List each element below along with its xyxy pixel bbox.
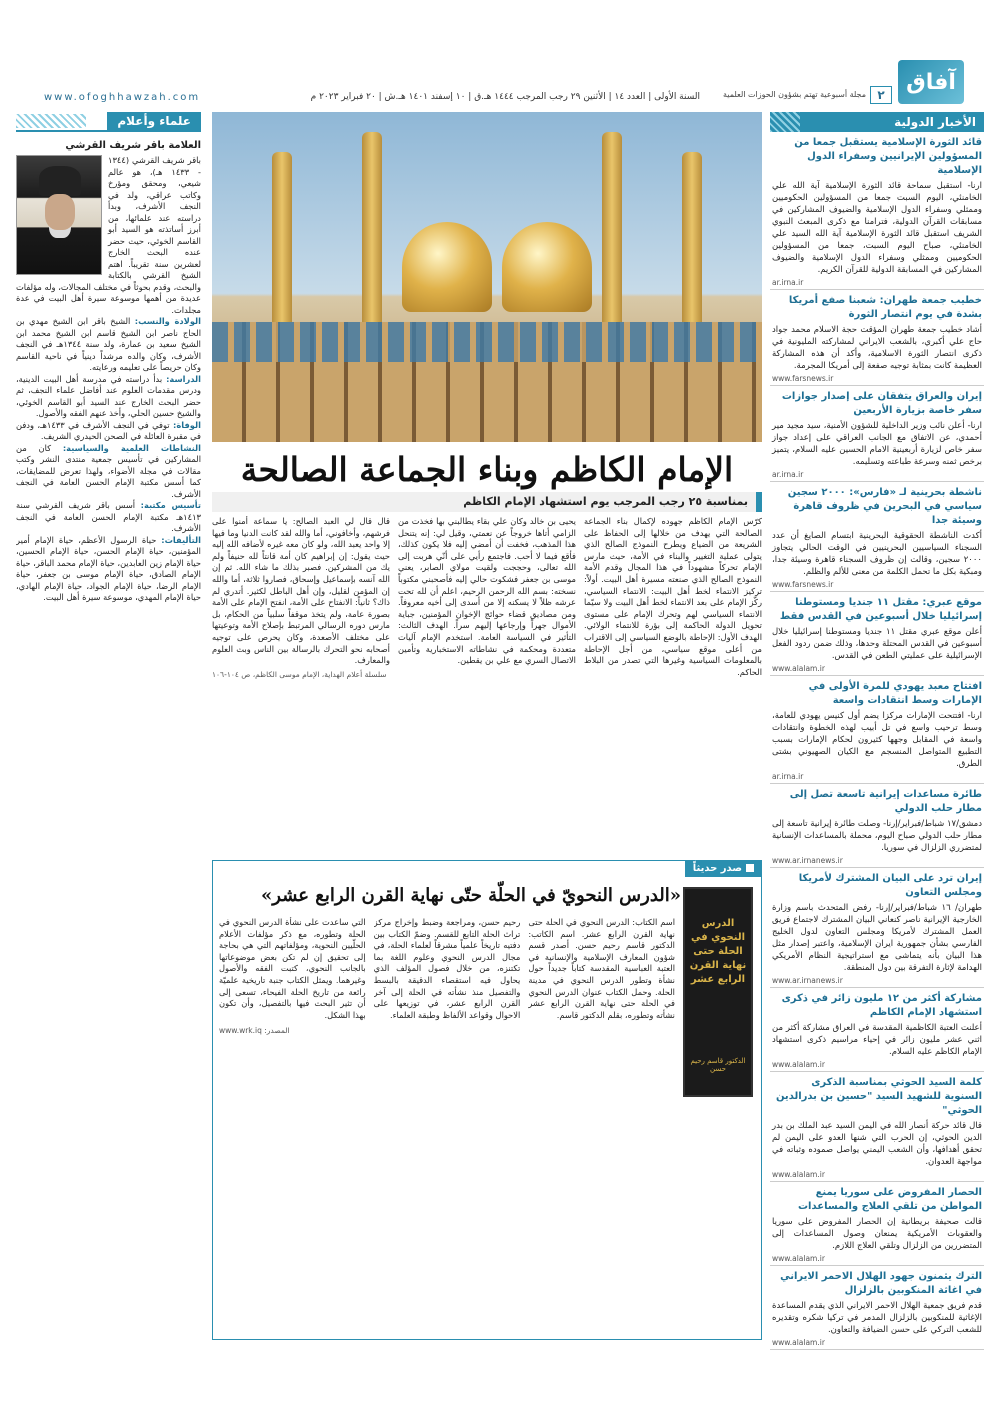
news-body: أكدت الناشطة الحقوقية البحرينية ابتسام الصايغ أن عدد السجناء السياسيين البحرينيين في الوقت الحالي يتجاوز ٢٠٠٠ سجين، وقالت إن ظروف السجناء قاهرة وسيئة جدا، ومبكية بكل ما تحمل الكلمة من معنى للألم والظلم. <box>772 531 982 577</box>
news-body: أعلنت العتبة الكاظمية المقدسة في العراق مشاركة أكثر من اثني عشر مليون زائر في إحياء مراسيم ذكرى استشهاد الإمام الكاظم عليه السلام. <box>772 1023 982 1057</box>
news-item <box>770 676 984 784</box>
news-item <box>770 988 984 1072</box>
book-cover-author: الدكتور قاسم رحيم حسن <box>690 1057 746 1073</box>
news-source[interactable]: www.ar.irnanews.ir <box>772 856 843 865</box>
article-column <box>212 516 390 854</box>
logo-icon <box>898 60 964 104</box>
news-body: ارنا- افتتحت الإمارات مركزا يضم أول كنيس يهودي للعامة، وسط ترحيب واسع في تل أبيب لهذه الخطوة وانتقادات واسعة في المقابل وجهها كثيرون لحكام الإمارات بسبب التطبيع المتواصل المنسجم مع الكيان الصهيوني بشتى الطرق. <box>772 711 982 769</box>
section-title: الأخبار الدولية <box>770 112 984 132</box>
news-item <box>770 1266 984 1350</box>
news-headline[interactable]: كلمة السيد الحوثي بمناسبة الذكرى السنوية للشهيد السيد "حسين بن بدرالدين الحوثي" <box>775 1077 982 1116</box>
book-column <box>219 917 366 1337</box>
article-columns <box>212 516 762 854</box>
scholars-column <box>16 112 201 1412</box>
news-item <box>770 482 984 592</box>
news-body: أشاد خطيب جمعة طهران المؤقت حجة الاسلام محمد جواد حاج علي أكبري، بالشعب الايراني لمشاركته المليونية في ذكرى انتصار الثورة الاسلامية، وأكد أن هذه المشاركة العظيمة كانت بمثابة توجيه صفعة إلى أمريكا المجرمة. <box>772 325 982 371</box>
news-source[interactable]: ar.irna.ir <box>772 278 804 287</box>
news-headline[interactable]: خطيب جمعة طهران: شعبنا صفع أمريكا بشدة في يوم انتصار الثورة <box>788 295 982 320</box>
news-body: أعلن موقع عبري مقتل ١١ جنديا ومستوطنا إسرائيليا خلال أسبوعين في القدس المحتلة وحدها، وذلك ضمن ردود الفعل الإسرائيلية على عمليتي الطعن في القدس. <box>772 627 982 661</box>
news-list <box>770 132 984 1350</box>
news-headline[interactable]: الترك يثمنون جهود الهلال الاحمر الايراني في اغاثة المنكوبين بالزلزال <box>780 1271 982 1296</box>
masthead <box>722 60 964 104</box>
article-column-text: قال قال لي العبد الصالح: يا سماعة أمنوا على فرشهم، وأخافوني، أما والله لقد كانت الدنيا وما فيها إلا واحد يعبد الله، ولو كان معه غيره لأضافه الله إليه حيث يقول: إن إبراهيم كان أمة قانتاً لله حنيفاً ولم يك من المشركين. فصبر بذلك ما شاء الله. ثم إن الله آنسه بإسماعيل وإسحاق، فصاروا ثلاثة، أما والله إن المؤمن لقليل، وإن أهل الباطل لكثير. أتدري لم ذاك؟ ثانياً: الانفتاح على الأمة، انفتح الإمام على الأمة بصورة عامة، ولم يتخذ موقفاً سلبياً من الحكام، بل مارس دوره الرسالي المرتبط بإصلاح الأمة وتوعيتها على مختلف الأصعدة، وكان يحرص على توجيه أصحابه نحو التحرك بالرسالة بين الناس وبث العلوم والمعارف. <box>212 516 390 666</box>
book-cover-image <box>683 887 753 1097</box>
bio-text: بدأ دراسته في مدرسة أهل البيت الدينية، ودرس مقدمات العلوم عند أفاضل علماء النجف، ثم حضر البحث الخارج عند السيد أبو القاسم الخوئي، والشيخ حسين الحلي، وأخذ عنهم الفقه والأصول. <box>16 373 201 418</box>
news-item <box>770 868 984 988</box>
news-body: ارنا- استقبل سماحة قائد الثورة الإسلامية آية الله علي الخامنئي، اليوم السبت جمعا من المسؤولين الحكوميين وممثلي وسفراء الدول الإسلامية والضيوف المشاركين في مسابقات القرآن الدولية، فترامنا مع ذكرى المبعث النبوي الشريف استقبل قائد الثورة الإسلامية آية الله السيد علي الخامنئي، صباح اليوم السبت، جمعا من المسؤولين الحكوميين وممثلي وسفراء الدول الإسلامية والضيوف المشاركين في المسابقة الدولية للقرآن الكريم. <box>772 181 982 275</box>
news-source[interactable]: ar.irna.ir <box>772 470 804 479</box>
book-column-text: التي ساعدت على نشأة الدرس النحوي في الحلة وتطوره، مع ذكر مؤلفات الأعلام الحلّيين النحوية، ومؤلفاتهم التي هي بحاجة إلى تحقيق إن لم تكن بعض موضوعاتها بالجانب النحوي، كتبت الفقه والأصول وغيرهما. ويمثل الكتاب جنبة تاريخية علميّة رائعة من تاريخ الحلة الفيحاء، تسعى إلى أن تثير البحث فيها بالتفصيل، وأن تكون بهذا الشكل. <box>218 917 366 1020</box>
news-source[interactable]: ar.irna.ir <box>772 772 804 781</box>
biography <box>16 155 201 604</box>
news-headline[interactable]: قائد الثورة الإسلامية يستقبل جمعا من المسؤولين الإيرانيين وسفراء الدول الإسلامية <box>794 137 982 176</box>
news-body: قال قائد حركة أنصار الله في اليمن السيد عبد الملك بن بدر الدين الحوثي، إن الحرب التي شنها العدو على اليمن لم تحقق أهدافها، وأن الشعب اليمني يواصل صموده وثباته في مواجهة العدوان. <box>772 1121 982 1167</box>
article-footnote: سلسلة أعلام الهداية، الإمام موسى الكاظم، ص ١٠٤-١٠٦ <box>212 669 387 679</box>
news-source[interactable]: www.farsnews.ir <box>772 580 834 589</box>
news-source[interactable]: www.alalam.ir <box>772 1338 825 1347</box>
book-source: www.wrk.iq :المصدر <box>218 1026 290 1036</box>
bio-intro: باقر شريف القرشي (١٣٤٤ - ١٤٣٣ هـ)، هو عالم شيعي، ومحقق ومؤرخ وكاتب عراقي، ولد في النجف الأشرف، وبدأ دراسته عند علمائها، من أبرز أساتذته هو السيد أبو القاسم الخوئي، حيث حضر عنده البحث الخارج لعشرين سنة تقريباً. <box>108 155 201 269</box>
news-item <box>770 1072 984 1182</box>
news-item <box>770 290 984 386</box>
book-column: اسم الكتاب: الدرس النحوي في الحلة حتى نهاية القرن الرابع عشر. اسم الكاتب: الدكتور قاسم رحيم حسن. أصدر قسم شؤون المعارف الإسلامية والإنسانية في العتبة العباسية المقدسة كتاباً جديداً حول نشأة وتطور الدرس النحوي في مدينة الحلة. وحمل الكتاب عنوان الدرس النحوي في الحلة حتى نهاية القرن الرابع عشر نشأته وتطوره، بقلم الدكتور قاسم. <box>528 917 675 1020</box>
mosque-photo <box>212 112 762 442</box>
section-title-text: علماء وأعلام <box>107 112 201 130</box>
logo-text: آفاق <box>906 69 956 95</box>
bio-text: كان من المشاركين في تأسيس جمعية منتدى النشر وكتب مقالات في مجلة الأضواء، ولهذا تعرض للمضايقات، كما أسس مكتبة الإمام الحسن العامة في النجف الأشرف. <box>16 442 201 499</box>
article-headline: الإمام الكاظم وبناء الجماعة الصالحة <box>240 450 734 489</box>
news-headline[interactable]: إيران ترد على البيان المشترك لأمريكا ومجلس التعاون <box>798 873 982 898</box>
main-article <box>212 112 762 1412</box>
new-release-tag: صدر حديثاً <box>685 860 762 877</box>
news-source[interactable]: www.farsnews.ir <box>772 374 834 383</box>
logo-subtitle: مجلة أسبوعية تهتم بشؤون الحوزات العلمية <box>722 90 866 99</box>
news-body: دمشق/١٧ شباط/فبراير/إرنا- وصلت طائرة إيرانية تاسعة إلى مطار حلب الدولي صباح اليوم، محملة بالمساعدات الإنسانية لمتضرري الزلزال في سوريا. <box>772 819 982 853</box>
news-headline[interactable]: موقع عبري: مقتل ١١ جنديا ومستوطنا إسرائيليا خلال أسبوعين في القدس فقط <box>779 597 982 622</box>
news-headline[interactable]: مشاركة أكثر من ١٢ مليون زائر في ذكرى استشهاد الإمام الكاظم <box>781 993 982 1018</box>
news-source[interactable]: www.alalam.ir <box>772 1254 825 1263</box>
article-subhead: بمناسبة ٢٥ رجب المرجب يوم استشهاد الإمام الكاظم <box>212 492 762 512</box>
bio-text: توفي في النجف الأشرف في ١٤٣٣هـ، ودفن في مقبرة العائلة في الصحن الحيدري الشريف. <box>16 419 201 441</box>
bio-label: تأسيس مكتبة: <box>140 500 201 510</box>
book-columns <box>219 917 675 1337</box>
book-cover-title: الدرس النحوي في الحلة حتى نهاية القرن الرابع عشر <box>689 918 747 985</box>
bio-label: النشاطات العلمية والسياسية: <box>62 442 201 453</box>
news-item <box>770 592 984 676</box>
news-source[interactable]: www.alalam.ir <box>772 664 825 673</box>
news-body: ارنا- أعلن نائب وزير الداخلية للشؤون الأمنية، سيد مجيد مير أحمدي، عن الاتفاق مع الجانب العراقي على إعداد جواز سفر خاص لزيارة أربعينية الامام الحسين عليه السلام، يتميز برخص ثمنه وسرعة طباعته وتسليمه. <box>772 421 982 467</box>
news-headline[interactable]: إيران والعراق يتفقان على إصدار جوازات سفر خاصة بزيارة الأربعين <box>781 391 982 416</box>
news-body: طهران/ ١٦ شباط/فبراير/إرنا- رفض المتحدث باسم وزارة الخارجية الإيرانية ناصر كنعاني البيان المشترك لاجتماع فريق العمل المشترك لأمريكا ومجلس التعاون لدول الخليج الفارسي بشأن جمهورية ايران الإسلامية، واعتبر إصدار مثل هذا البيان بأنه يتماشى مع استراتيجية النظام الأمريكي الهدامة لإثارة التفرقة بين دول المنطقة. <box>772 903 982 973</box>
news-source[interactable]: www.alalam.ir <box>772 1060 825 1069</box>
news-headline[interactable]: طائرة مساعدات إيرانية تاسعة تصل إلى مطار حلب الدولي <box>789 789 982 814</box>
issue-info: السنة الأولى | العدد ١٤ | الأثنين ٢٩ رجب المرجب ١٤٤٤ هـ.ق | ١٠ إسفند ١٤٠١ هـ.ش | ٢٠ فبراير ٢٠٢٣ م <box>310 92 700 102</box>
bio-text: الشيخ باقر ابن الشيخ مهدي بن الحاج ناصر ابن الشيخ قاسم ابن الشيخ محمد ابن الشيخ سعيد بن عمارة، ولد سنة ١٣٤٤هـ في النجف الأشرف، وكان والده مرشداً دينياً في ناحية القاسم وكان حريصاً على تعليمه ورعايته. <box>16 316 201 372</box>
bio-more: اهتم الشيخ القرشي بالكتابة والبحث، وقدم بحوثاً في مختلف المجالات، وله مؤلفات عديدة من أهمها موسوعة سيرة أهل البيت في عدة مجلدات. <box>16 258 201 315</box>
news-body: قالت صحيفة بريطانية إن الحصار المفروض على سوريا والعقوبات الأمريكية يمنعان وصول المساعدات إلى المتضررين من الزلزال وتلقي العلاج اللازم. <box>772 1217 982 1251</box>
article-column: كرّس الإمام الكاظم جهوده لإكمال بناء الجماعة الصالحة التي يهدف من خلالها إلى الحفاظ على الشريعة من الضياع ويطرح النموذج الصالح الذي يتولى عملية التغيير والبناء في الأمة، حيث مارس الإمام تحركاً مشهوداً في هذا المجال وقدم الأمة النموذج الصالح الذي صنعته مسيرة أهل البيت. أولاً: تركيز الانتماء لخط أهل البيت: الانتماء السياسي، ركّز الإمام على بعد الانتماء لخط أهل البيت ولا سيّما الانتماء السياسي لهم وتحرك الإمام على مستوى تحويل الدولة الحاكمة إلى بؤرة للانتماء الولائي. الهدف الأول: الإحاطة بالوضع السياسي إلى الاقتراب من أعلى موقع سياسي، من أجل الإحاطة بالمعلومات السياسية وغيرها التي تصدر من البلاط الحاكم. <box>584 516 762 677</box>
bio-label: الدراسة: <box>166 373 201 384</box>
bio-text: حياة الرسول الأعظم، حياة الإمام أمير المؤمنين، حياة الإمام الحسن، حياة الإمام الحسين، حياة الإمام زين العابدين، حياة الإمام محمد الباقر، حياة الإمام الصادق، حياة الإمام موسى بن جعفر، حياة الإمام الرضا، حياة الإمام الجواد، حياة الإمام الهادي، حياة الإمام المهدي، موسوعة سيرة أهل البيت. <box>16 534 201 602</box>
news-item <box>770 132 984 290</box>
article-column: يحيى بن خالد وكان علي بقاء يطالبني بها فخذت من الزامي أتاها خروجاً عن نعمتي، وقيل لي: إنه يتنحل هذا المذهب، فخفت أن أمضي إليه فلا يكون كذلك، فأقع فيما لا أحب. فاجتمع رأيي على أنّي هربت إلى الله تعالى، وحججت ولقيت مولاي الصابر، يعني موسى بن جعفر فشكوت حالي إليه فأصحبني مكتوباً نسخته: بسم الله الرحمن الرحيم، اعلم أن لله تحت عرشه ظلاً لا يسكنه إلا من أسدى إلى أخيه معروفاً. ومن مصاديق قضاء حوائج الإخوان المؤمنين، جباية الأموال جهراً وإرجاعها إليهم سراً. الهدف الثالث: التأثير في السياسة العامة. استخدم الإمام آليات متعددة ومحكمة في نشاطاته الاستخبارية وتأمين الاتصال السري مع علي بن يقطين. <box>398 516 576 666</box>
bio-label: التأليفات: <box>161 534 201 545</box>
portrait-photo <box>16 155 102 275</box>
bio-label: الولادة والنسب: <box>134 316 201 326</box>
site-url[interactable]: www.ofoghhawzah.com <box>44 92 201 103</box>
page-header <box>0 0 1000 103</box>
page-number: ٢ <box>870 86 892 104</box>
news-item <box>770 386 984 482</box>
bio-label: الوفاة: <box>173 419 201 430</box>
news-body: قدم فريق جمعية الهلال الاحمر الايراني الذي يقدم المساعدة الإغاثية للمنكوبين بالزلزال المدمر في تركيا شكره وتقديره للشعب التركي على حسن الضيافة والتعاون. <box>772 1301 982 1335</box>
new-release-box <box>212 860 762 1340</box>
international-news-column <box>770 112 984 1412</box>
news-headline[interactable]: ناشطة بحرينية لـ «فارس»: ٢٠٠٠ سجين سياسي في البحرين في ظروف قاهرة وسيئة جدا <box>787 487 982 526</box>
news-source[interactable]: www.alalam.ir <box>772 1170 825 1179</box>
news-headline[interactable]: الحصار المفروض على سوريا يمنع المواطن من تلقي العلاج والمساعدات <box>797 1187 982 1212</box>
bio-text: أسس باقر شريف القرشي سنة ١٤١٣هـ مكتبة الإمام الحسن العامة في النجف الأشرف. <box>16 500 201 533</box>
book-title: «الدرس النحويّ في الحلّة حتّى نهاية القرن الرابع عشر» <box>261 885 681 906</box>
person-name: العلامة باقر شريف القرشي <box>65 140 201 151</box>
book-column: رحيم حسن، ومراجعة وضبط وإخراج مركز تراث الحلة التابع للقسم. وضمّ الكتاب بين دفتيه تاريخاً علمياً مشرقاً لعلماء الحلة، في مجال الدرس النحوي وعلوم اللغة بما تكتنزه، من خلال فصول المؤلف الذي يحاول فيه استقصاء الدقيقة بالبسط والتفصيل منذ نشأته في الحلة إلى آخر القرن الرابع عشر، في توزيعها على الاحوال وقواعد الألفاظ وطبقة العلماء. <box>373 917 521 1020</box>
news-headline[interactable]: افتتاح معبد يهودي للمرة الأولى في الإمارات وسط انتقادات واسعة <box>808 681 982 706</box>
news-item <box>770 784 984 868</box>
news-source[interactable]: www.ar.irnanews.ir <box>772 976 843 985</box>
news-item <box>770 1182 984 1266</box>
section-title <box>16 112 201 132</box>
